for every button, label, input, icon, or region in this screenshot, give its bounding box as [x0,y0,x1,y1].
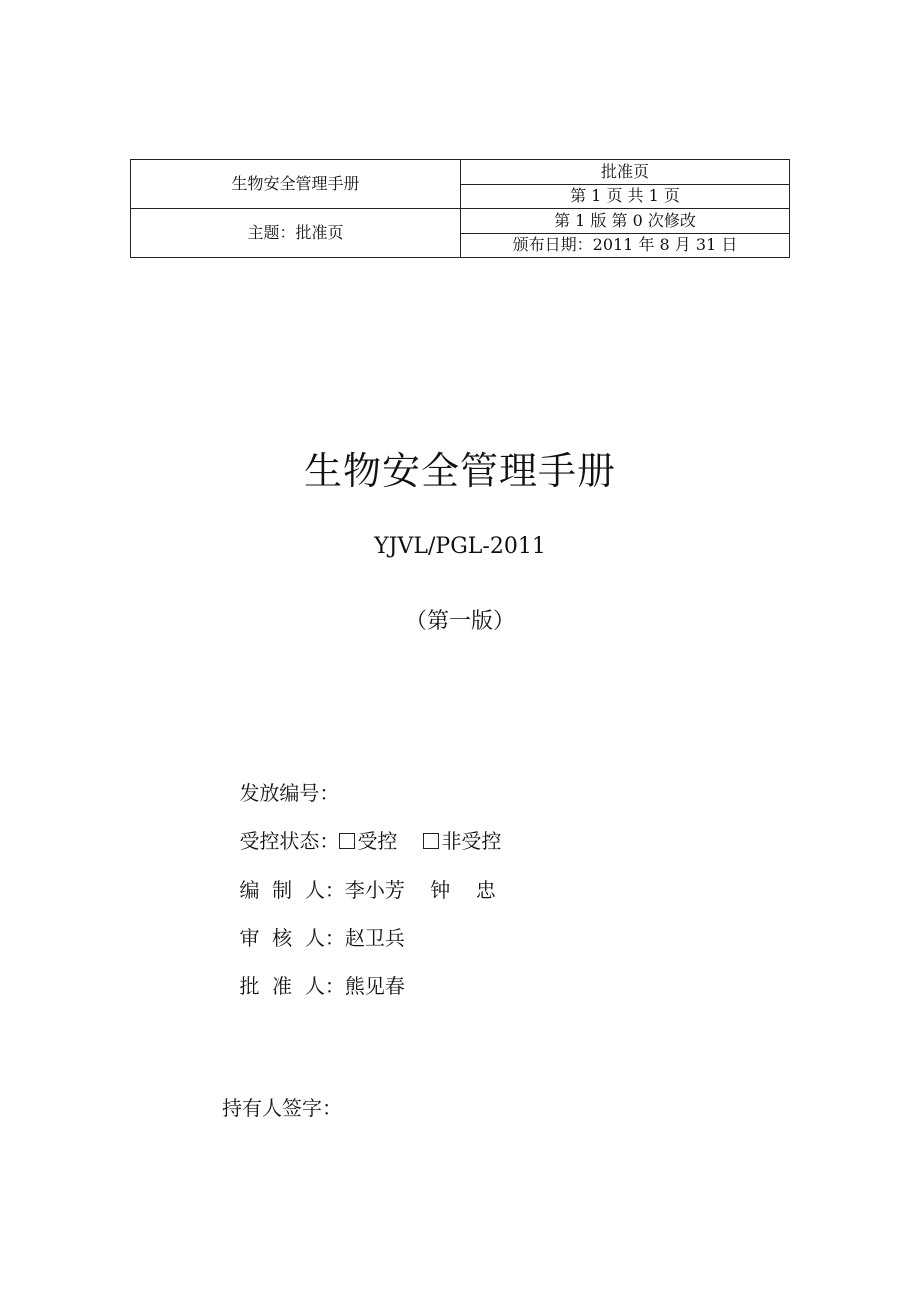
control-status-label: 受控状态： [239,829,340,853]
holder-signature-label: 持有人签字： [222,1096,342,1120]
manual-name-cell: 生物安全管理手册 [131,160,461,209]
page-count-cell: 第 1 页 共 1 页 [461,184,790,209]
issue-number-label: 发放编号： [239,781,340,805]
approver-label: 批 准 人： [239,974,345,998]
page-type-cell: 批准页 [461,160,790,185]
uncontrolled-option-label: 非受控 [441,829,502,853]
approver-name: 熊见春 [344,974,405,998]
subject-cell: 主题：批准页 [131,209,461,258]
release-date-cell: 颁布日期：2011 年 8 月 31 日 [461,233,790,258]
revision-cell: 第 1 版 第 0 次修改 [461,209,790,234]
uncontrolled-checkbox[interactable] [423,833,439,849]
document-title: 生物安全管理手册 [303,449,616,493]
controlled-checkbox[interactable] [339,833,355,849]
reviewer-label: 审 核 人： [239,926,345,950]
compiler-label: 编 制 人： [239,878,345,902]
document-code: YJVL/PGL-2011 [374,534,546,559]
compiler-names: 李小芳 钟 忠 [344,878,496,902]
reviewer-name: 赵卫兵 [344,926,405,950]
edition-label: （第一版） [404,609,515,634]
header-table [130,159,790,258]
approver-line [214,946,405,1023]
controlled-option-label: 受控 [357,829,398,853]
